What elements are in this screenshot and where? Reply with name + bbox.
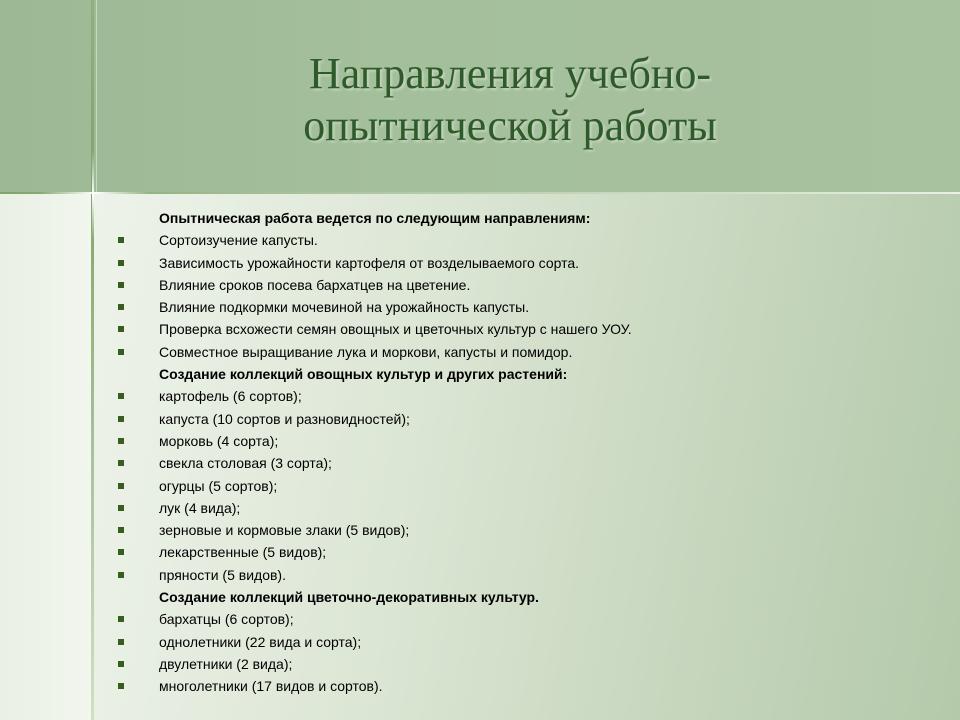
- list-item-text: лук (4 вида);: [159, 499, 241, 516]
- list-item: [118, 252, 918, 274]
- list-item: [118, 519, 918, 541]
- sparkle-vertical: [92, 150, 94, 240]
- square-bullet-icon: [118, 527, 124, 533]
- list-item-text: Влияние подкормки мочевиной на урожайность капусты.: [159, 299, 530, 316]
- sparkle-horizontal: [40, 192, 150, 194]
- list-item: [118, 341, 918, 363]
- list-item: [118, 229, 918, 251]
- list-item: [118, 653, 918, 675]
- square-bullet-icon: [118, 661, 124, 667]
- list-item-text: Сортоизучение капусты.: [159, 232, 318, 249]
- square-bullet-icon: [118, 237, 124, 243]
- square-bullet-icon: [118, 683, 124, 689]
- list-item-text: зерновые и кормовые злаки (5 видов);: [159, 522, 410, 539]
- square-bullet-icon: [118, 639, 124, 645]
- list-item-text: лекарственные (5 видов);: [159, 544, 327, 561]
- content-list: [118, 207, 918, 698]
- list-item-text: картофель (6 сортов);: [159, 388, 302, 405]
- list-item-text: Проверка всхожести семян овощных и цветочных культур с нашего УОУ.: [159, 321, 632, 338]
- list-item: [118, 296, 918, 318]
- list-item-text: капуста (10 сортов и разновидностей);: [159, 410, 410, 427]
- list-item: [118, 475, 918, 497]
- square-bullet-icon: [118, 416, 124, 422]
- square-bullet-icon: [118, 549, 124, 555]
- list-item: [118, 274, 918, 296]
- list-item-text: Зависимость урожайности картофеля от возделываемого сорта.: [159, 254, 580, 271]
- list-item-text: двулетники (2 вида);: [159, 655, 293, 672]
- list-item-text: пряности (5 видов).: [159, 566, 286, 583]
- section-heading-text: Создание коллекций цветочно-декоративных культур.: [159, 589, 539, 606]
- square-bullet-icon: [118, 438, 124, 444]
- list-item: [118, 408, 918, 430]
- square-bullet-icon: [118, 572, 124, 578]
- list-item: [118, 430, 918, 452]
- list-item: [118, 385, 918, 407]
- list-item: [118, 497, 918, 519]
- list-item: [118, 675, 918, 697]
- list-item-text: однолетники (22 вида и сорта);: [159, 633, 362, 650]
- list-item: [118, 541, 918, 563]
- slide-title-line-1: Направления учебно-: [308, 49, 712, 98]
- section-heading: [118, 586, 918, 608]
- list-item: [118, 452, 918, 474]
- slide-title-line-2: опытнической работы: [303, 101, 717, 150]
- section-heading-text: Опытническая работа ведется по следующим направлениям:: [159, 210, 591, 226]
- left-strip: [0, 193, 92, 720]
- square-bullet-icon: [118, 282, 124, 288]
- square-bullet-icon: [118, 349, 124, 355]
- list-item: [118, 318, 918, 340]
- section-heading-text: Создание коллекций овощных культур и других растений:: [159, 366, 568, 383]
- list-item-text: многолетники (17 видов и сортов).: [159, 678, 383, 695]
- list-item-text: огурцы (5 сортов);: [159, 477, 278, 494]
- square-bullet-icon: [118, 616, 124, 622]
- list-item-text: Влияние сроков посева бархатцев на цветение.: [159, 276, 471, 293]
- list-item-text: Совместное выращивание лука и моркови, капусты и помидор.: [159, 343, 573, 360]
- square-bullet-icon: [118, 393, 124, 399]
- list-item-text: морковь (4 сорта);: [159, 432, 279, 449]
- vertical-divider: [91, 0, 94, 720]
- section-heading: [118, 207, 918, 229]
- list-item: [118, 631, 918, 653]
- square-bullet-icon: [118, 460, 124, 466]
- slide-title: [130, 48, 890, 152]
- list-item-text: бархатцы (6 сортов);: [159, 611, 294, 628]
- section-heading: [118, 363, 918, 385]
- square-bullet-icon: [118, 304, 124, 310]
- square-bullet-icon: [118, 260, 124, 266]
- list-item: [118, 608, 918, 630]
- list-item-text: свекла столовая (3 сорта);: [159, 455, 332, 472]
- square-bullet-icon: [118, 483, 124, 489]
- vertical-divider-thin: [96, 0, 97, 193]
- square-bullet-icon: [118, 505, 124, 511]
- list-item: [118, 564, 918, 586]
- square-bullet-icon: [118, 326, 124, 332]
